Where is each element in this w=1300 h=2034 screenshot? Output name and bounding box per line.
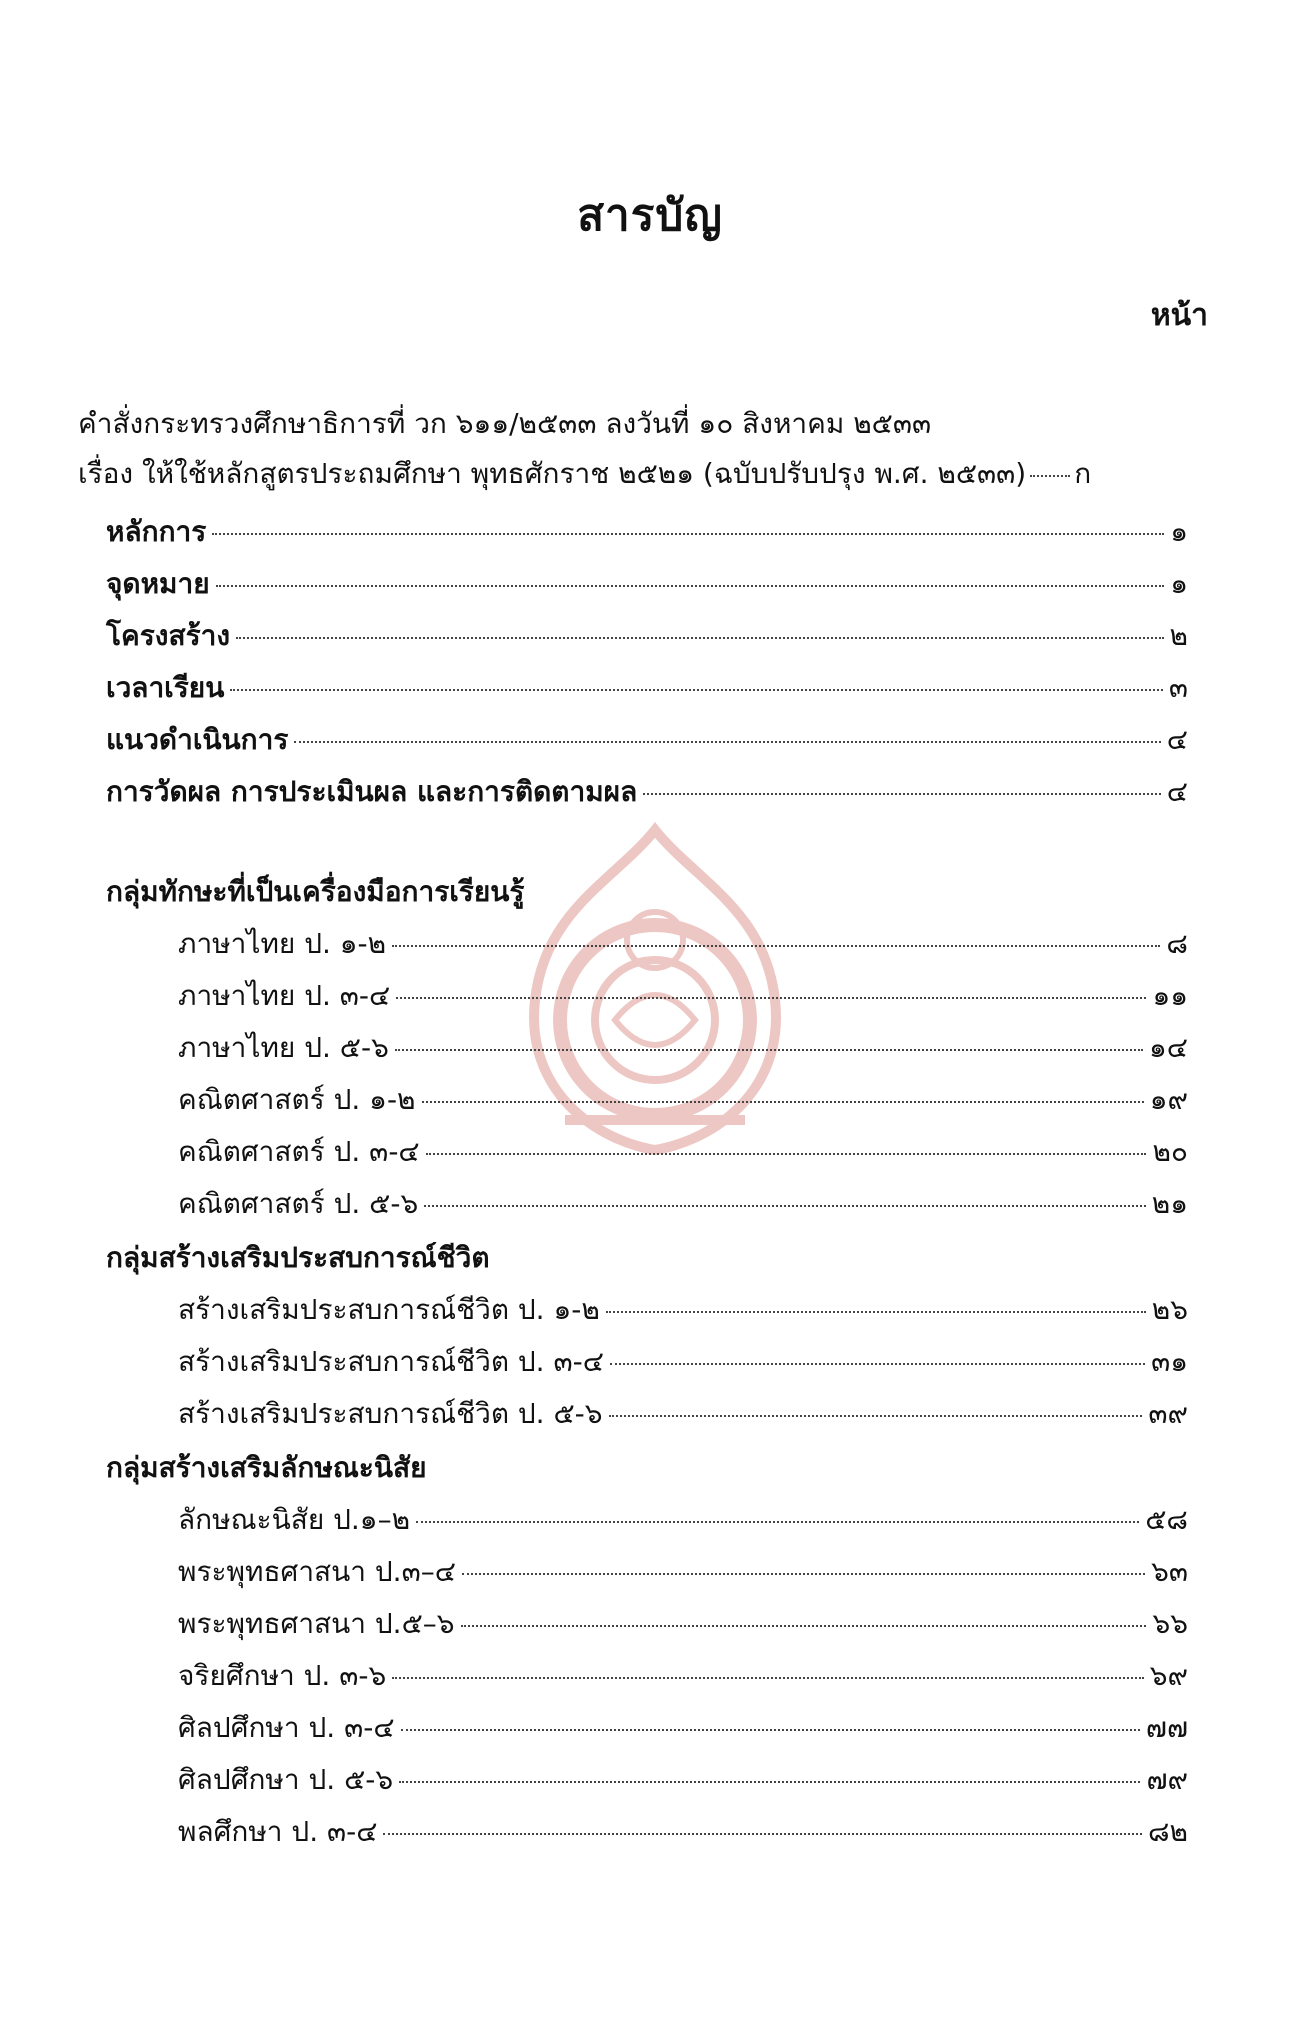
- dot-leader: [401, 1729, 1140, 1731]
- dot-leader: [383, 1833, 1142, 1835]
- dot-leader: [395, 1049, 1143, 1051]
- toc-entry-page: ๔: [1166, 775, 1188, 808]
- toc-entry-page: ๑๙: [1149, 1083, 1188, 1116]
- dot-leader: [462, 1573, 1145, 1575]
- toc-entry: [106, 562, 1188, 606]
- toc-entry-page: ๖๓: [1151, 1555, 1188, 1588]
- toc-entry-label: พระพุทธศาสนา ป.๕–๖: [178, 1607, 455, 1640]
- toc-entry-page: ๖๖: [1152, 1607, 1188, 1640]
- dot-leader: [426, 1153, 1147, 1155]
- toc-entry: [178, 1130, 1188, 1174]
- toc-entry: [178, 1550, 1188, 1594]
- toc-entry-label: พระพุทธศาสนา ป.๓–๔: [178, 1555, 456, 1588]
- toc-entry: [178, 1706, 1188, 1750]
- toc-entry-page: ๒: [1169, 619, 1188, 652]
- group-heading: กลุ่มทักษะที่เป็นเครื่องมือการเรียนรู้: [106, 875, 525, 908]
- toc-entry: [178, 1288, 1188, 1332]
- toc-entry-page: ๑๔: [1149, 1031, 1188, 1064]
- dot-leader: [216, 585, 1165, 587]
- dot-leader: [416, 1521, 1139, 1523]
- toc-entry: [178, 1498, 1188, 1542]
- preamble-line-2-text: เรื่อง ให้ใช้หลักสูตรประถมศึกษา พุทธศักราช ๒๕๒๑ (ฉบับปรับปรุง พ.ศ. ๒๕๓๓): [78, 457, 1027, 490]
- group-heading: กลุ่มสร้างเสริมลักษณะนิสัย: [106, 1451, 427, 1484]
- page-column-header: หน้า: [1150, 298, 1208, 333]
- toc-entry-page: ๓: [1168, 671, 1188, 704]
- toc-entry: [178, 1392, 1188, 1436]
- toc-entry-page: ๗๙: [1146, 1763, 1188, 1796]
- toc-entry-label: คณิตศาสตร์ ป. ๓-๔: [178, 1135, 420, 1168]
- preamble-line-1: คำสั่งกระทรวงศึกษาธิการที่ วก ๖๑๑/๒๕๓๓ ลงวันที่ ๑๐ สิงหาคม ๒๕๓๓: [78, 407, 932, 440]
- toc-entry-page: ๗๗: [1145, 1711, 1188, 1744]
- toc-entry-label: จริยศึกษา ป. ๓-๖: [178, 1659, 387, 1692]
- toc-entry: [178, 1602, 1188, 1646]
- toc-entry-label: ภาษาไทย ป. ๓-๔: [178, 979, 391, 1012]
- toc-entry-label: แนวดำเนินการ: [106, 723, 289, 756]
- toc-entry-label: ศิลปศึกษา ป. ๓-๔: [178, 1711, 395, 1744]
- toc-entry-label: การวัดผล การประเมินผล และการติดตามผล: [106, 775, 638, 808]
- toc-entry-page: ๓๙: [1148, 1397, 1188, 1430]
- toc-entry-label: พลศึกษา ป. ๓-๔: [178, 1815, 378, 1848]
- dot-leader: [609, 1415, 1143, 1417]
- toc-entry: [106, 770, 1188, 814]
- toc-entry: [106, 614, 1188, 658]
- dot-leader: [424, 1205, 1146, 1207]
- toc-entry: [178, 922, 1188, 966]
- toc-entry-page: ๓๑: [1151, 1345, 1188, 1378]
- dot-leader: [294, 741, 1160, 743]
- toc-entry-label: โครงสร้าง: [106, 619, 231, 652]
- toc-entry-page: ๒๑: [1151, 1187, 1188, 1220]
- dot-leader: [392, 945, 1160, 947]
- toc-entry-label: ศิลปศึกษา ป. ๕-๖: [178, 1763, 394, 1796]
- dot-leader: [230, 689, 1163, 691]
- toc-entry: [178, 974, 1188, 1018]
- toc-entry: [106, 666, 1188, 710]
- toc-entry-page: ๕๘: [1145, 1503, 1188, 1536]
- toc-entry-label: หลักการ: [106, 515, 207, 548]
- toc-entry-label: สร้างเสริมประสบการณ์ชีวิต ป. ๑-๒: [178, 1293, 600, 1326]
- toc-entry: [178, 1182, 1188, 1226]
- toc-entry-page: ๖๙: [1149, 1659, 1188, 1692]
- toc-entry-page: ๑: [1170, 515, 1188, 548]
- toc-entry-page: ๘๒: [1147, 1815, 1188, 1848]
- dot-leader: [1030, 475, 1070, 477]
- toc-entry-page: ๒๐: [1152, 1135, 1188, 1168]
- toc-entry-label: ภาษาไทย ป. ๕-๖: [178, 1031, 389, 1064]
- preamble-line-2: [78, 452, 1091, 496]
- toc-entry-page: ๒๖: [1151, 1293, 1188, 1326]
- toc-entry: [178, 1654, 1188, 1698]
- dot-leader: [396, 997, 1146, 999]
- dot-leader: [392, 1677, 1143, 1679]
- dot-leader: [422, 1101, 1144, 1103]
- toc-entry: [178, 1810, 1188, 1854]
- toc-entry-label: ภาษาไทย ป. ๑-๒: [178, 927, 387, 960]
- toc-entry: [106, 510, 1188, 554]
- page-title: สารบัญ: [577, 190, 723, 241]
- toc-entry-label: เวลาเรียน: [106, 671, 225, 704]
- dot-leader: [461, 1625, 1147, 1627]
- toc-entry-label: คณิตศาสตร์ ป. ๑-๒: [178, 1083, 416, 1116]
- toc-entry-label: สร้างเสริมประสบการณ์ชีวิต ป. ๓-๔: [178, 1345, 604, 1378]
- toc-entry-page: ๘: [1166, 927, 1188, 960]
- dot-leader: [610, 1363, 1145, 1365]
- toc-entry: [106, 718, 1188, 762]
- dot-leader: [212, 533, 1164, 535]
- group-heading: กลุ่มสร้างเสริมประสบการณ์ชีวิต: [106, 1241, 490, 1274]
- toc-entry: [178, 1758, 1188, 1802]
- dot-leader: [236, 637, 1164, 639]
- toc-entry-page: ๑๑: [1152, 979, 1188, 1012]
- preamble-line-2-page: ก: [1074, 457, 1092, 490]
- toc-entry-label: สร้างเสริมประสบการณ์ชีวิต ป. ๕-๖: [178, 1397, 603, 1430]
- toc-entry: [178, 1340, 1188, 1384]
- toc-entry-label: จุดหมาย: [106, 567, 210, 600]
- toc-entry-page: ๑: [1170, 567, 1188, 600]
- dot-leader: [606, 1311, 1146, 1313]
- toc-entry-label: ลักษณะนิสัย ป.๑–๒: [178, 1503, 411, 1536]
- dot-leader: [643, 793, 1161, 795]
- toc-entry: [178, 1026, 1188, 1070]
- toc-entry-page: ๔: [1166, 723, 1188, 756]
- toc-entry-label: คณิตศาสตร์ ป. ๕-๖: [178, 1187, 419, 1220]
- toc-entry: [178, 1078, 1188, 1122]
- dot-leader: [399, 1781, 1140, 1783]
